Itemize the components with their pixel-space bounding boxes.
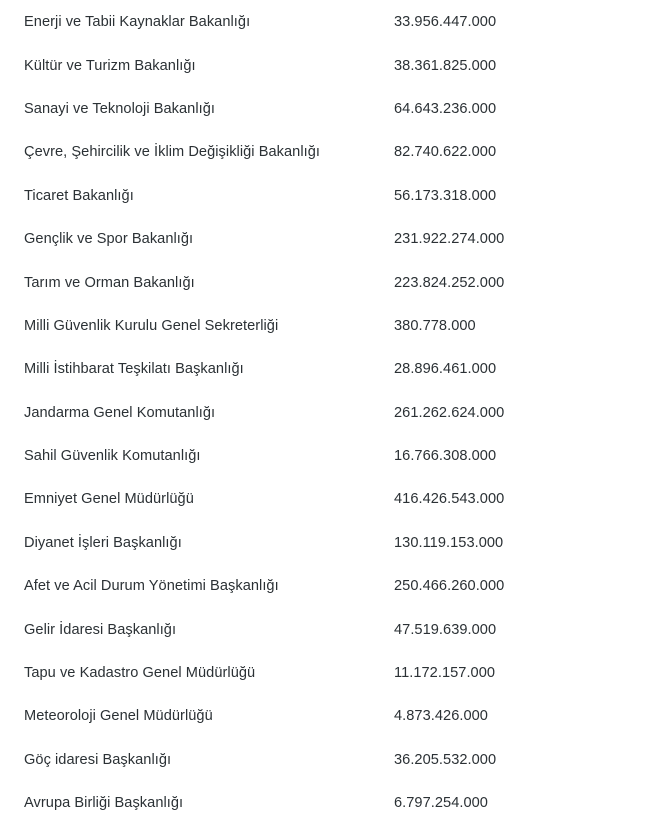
row-budget-amount: 36.205.532.000 xyxy=(394,751,497,768)
row-budget-amount: 6.797.254.000 xyxy=(394,795,488,812)
row-institution-name: Tarım ve Orman Bakanlığı xyxy=(24,274,195,291)
table-row xyxy=(0,348,662,391)
row-institution-name: Afet ve Acil Durum Yönetimi Başkanlığı xyxy=(24,578,279,595)
row-institution-name: Gelir İdaresi Başkanlığı xyxy=(24,621,177,638)
table-row xyxy=(0,478,662,521)
table-row xyxy=(0,218,662,261)
table-row xyxy=(0,44,662,87)
row-budget-amount: 33.956.447.000 xyxy=(394,13,497,30)
row-budget-amount: 47.519.639.000 xyxy=(394,621,497,638)
row-institution-name: Çevre, Şehircilik ve İklim Değişikliği Bakanlığı xyxy=(24,144,320,161)
row-institution-name: Sanayi ve Teknoloji Bakanlığı xyxy=(24,100,216,117)
row-budget-amount: 28.896.461.000 xyxy=(394,361,497,378)
table-row xyxy=(0,304,662,347)
table-row xyxy=(0,738,662,781)
row-institution-name: Sahil Güvenlik Komutanlığı xyxy=(24,448,201,465)
table-row xyxy=(0,87,662,130)
table-row xyxy=(0,174,662,217)
row-institution-name: Tapu ve Kadastro Genel Müdürlüğü xyxy=(24,665,256,682)
table-row xyxy=(0,435,662,478)
row-institution-name: Avrupa Birliği Başkanlığı xyxy=(24,795,184,812)
table-row xyxy=(0,391,662,434)
row-institution-name: Diyanet İşleri Başkanlığı xyxy=(24,534,182,551)
row-budget-amount: 380.778.000 xyxy=(394,317,476,334)
table-row xyxy=(0,782,662,825)
row-budget-amount: 4.873.426.000 xyxy=(394,708,488,725)
row-budget-amount: 82.740.622.000 xyxy=(394,144,497,161)
row-institution-name: Milli İstihbarat Teşkilatı Başkanlığı xyxy=(24,361,244,378)
row-budget-amount: 11.172.157.000 xyxy=(394,665,496,682)
row-budget-amount: 56.173.318.000 xyxy=(394,187,497,204)
row-institution-name: Kültür ve Turizm Bakanlığı xyxy=(24,57,196,74)
row-budget-amount: 16.766.308.000 xyxy=(394,448,497,465)
table-row xyxy=(0,651,662,694)
row-institution-name: Meteoroloji Genel Müdürlüğü xyxy=(24,708,213,725)
table-row xyxy=(0,521,662,564)
row-institution-name: Gençlik ve Spor Bakanlığı xyxy=(24,231,194,248)
table-row xyxy=(0,565,662,608)
row-institution-name: Enerji ve Tabii Kaynaklar Bakanlığı xyxy=(24,13,251,30)
row-budget-amount: 38.361.825.000 xyxy=(394,57,497,74)
row-budget-amount: 223.824.252.000 xyxy=(394,274,505,291)
row-institution-name: Ticaret Bakanlığı xyxy=(24,187,134,204)
table-row xyxy=(0,608,662,651)
row-budget-amount: 416.426.543.000 xyxy=(394,491,505,508)
row-institution-name: Emniyet Genel Müdürlüğü xyxy=(24,491,194,508)
row-institution-name: Jandarma Genel Komutanlığı xyxy=(24,404,216,421)
table-row xyxy=(0,695,662,738)
row-budget-amount: 250.466.260.000 xyxy=(394,578,505,595)
row-institution-name: Göç idaresi Başkanlığı xyxy=(24,751,172,768)
table-row xyxy=(0,0,662,44)
table-row xyxy=(0,261,662,304)
row-budget-amount: 64.643.236.000 xyxy=(394,100,497,117)
row-budget-amount: 261.262.624.000 xyxy=(394,404,505,421)
row-institution-name: Milli Güvenlik Kurulu Genel Sekreterliği xyxy=(24,317,279,334)
row-budget-amount: 130.119.153.000 xyxy=(394,534,504,551)
row-budget-amount: 231.922.274.000 xyxy=(394,231,505,248)
table-row xyxy=(0,131,662,174)
